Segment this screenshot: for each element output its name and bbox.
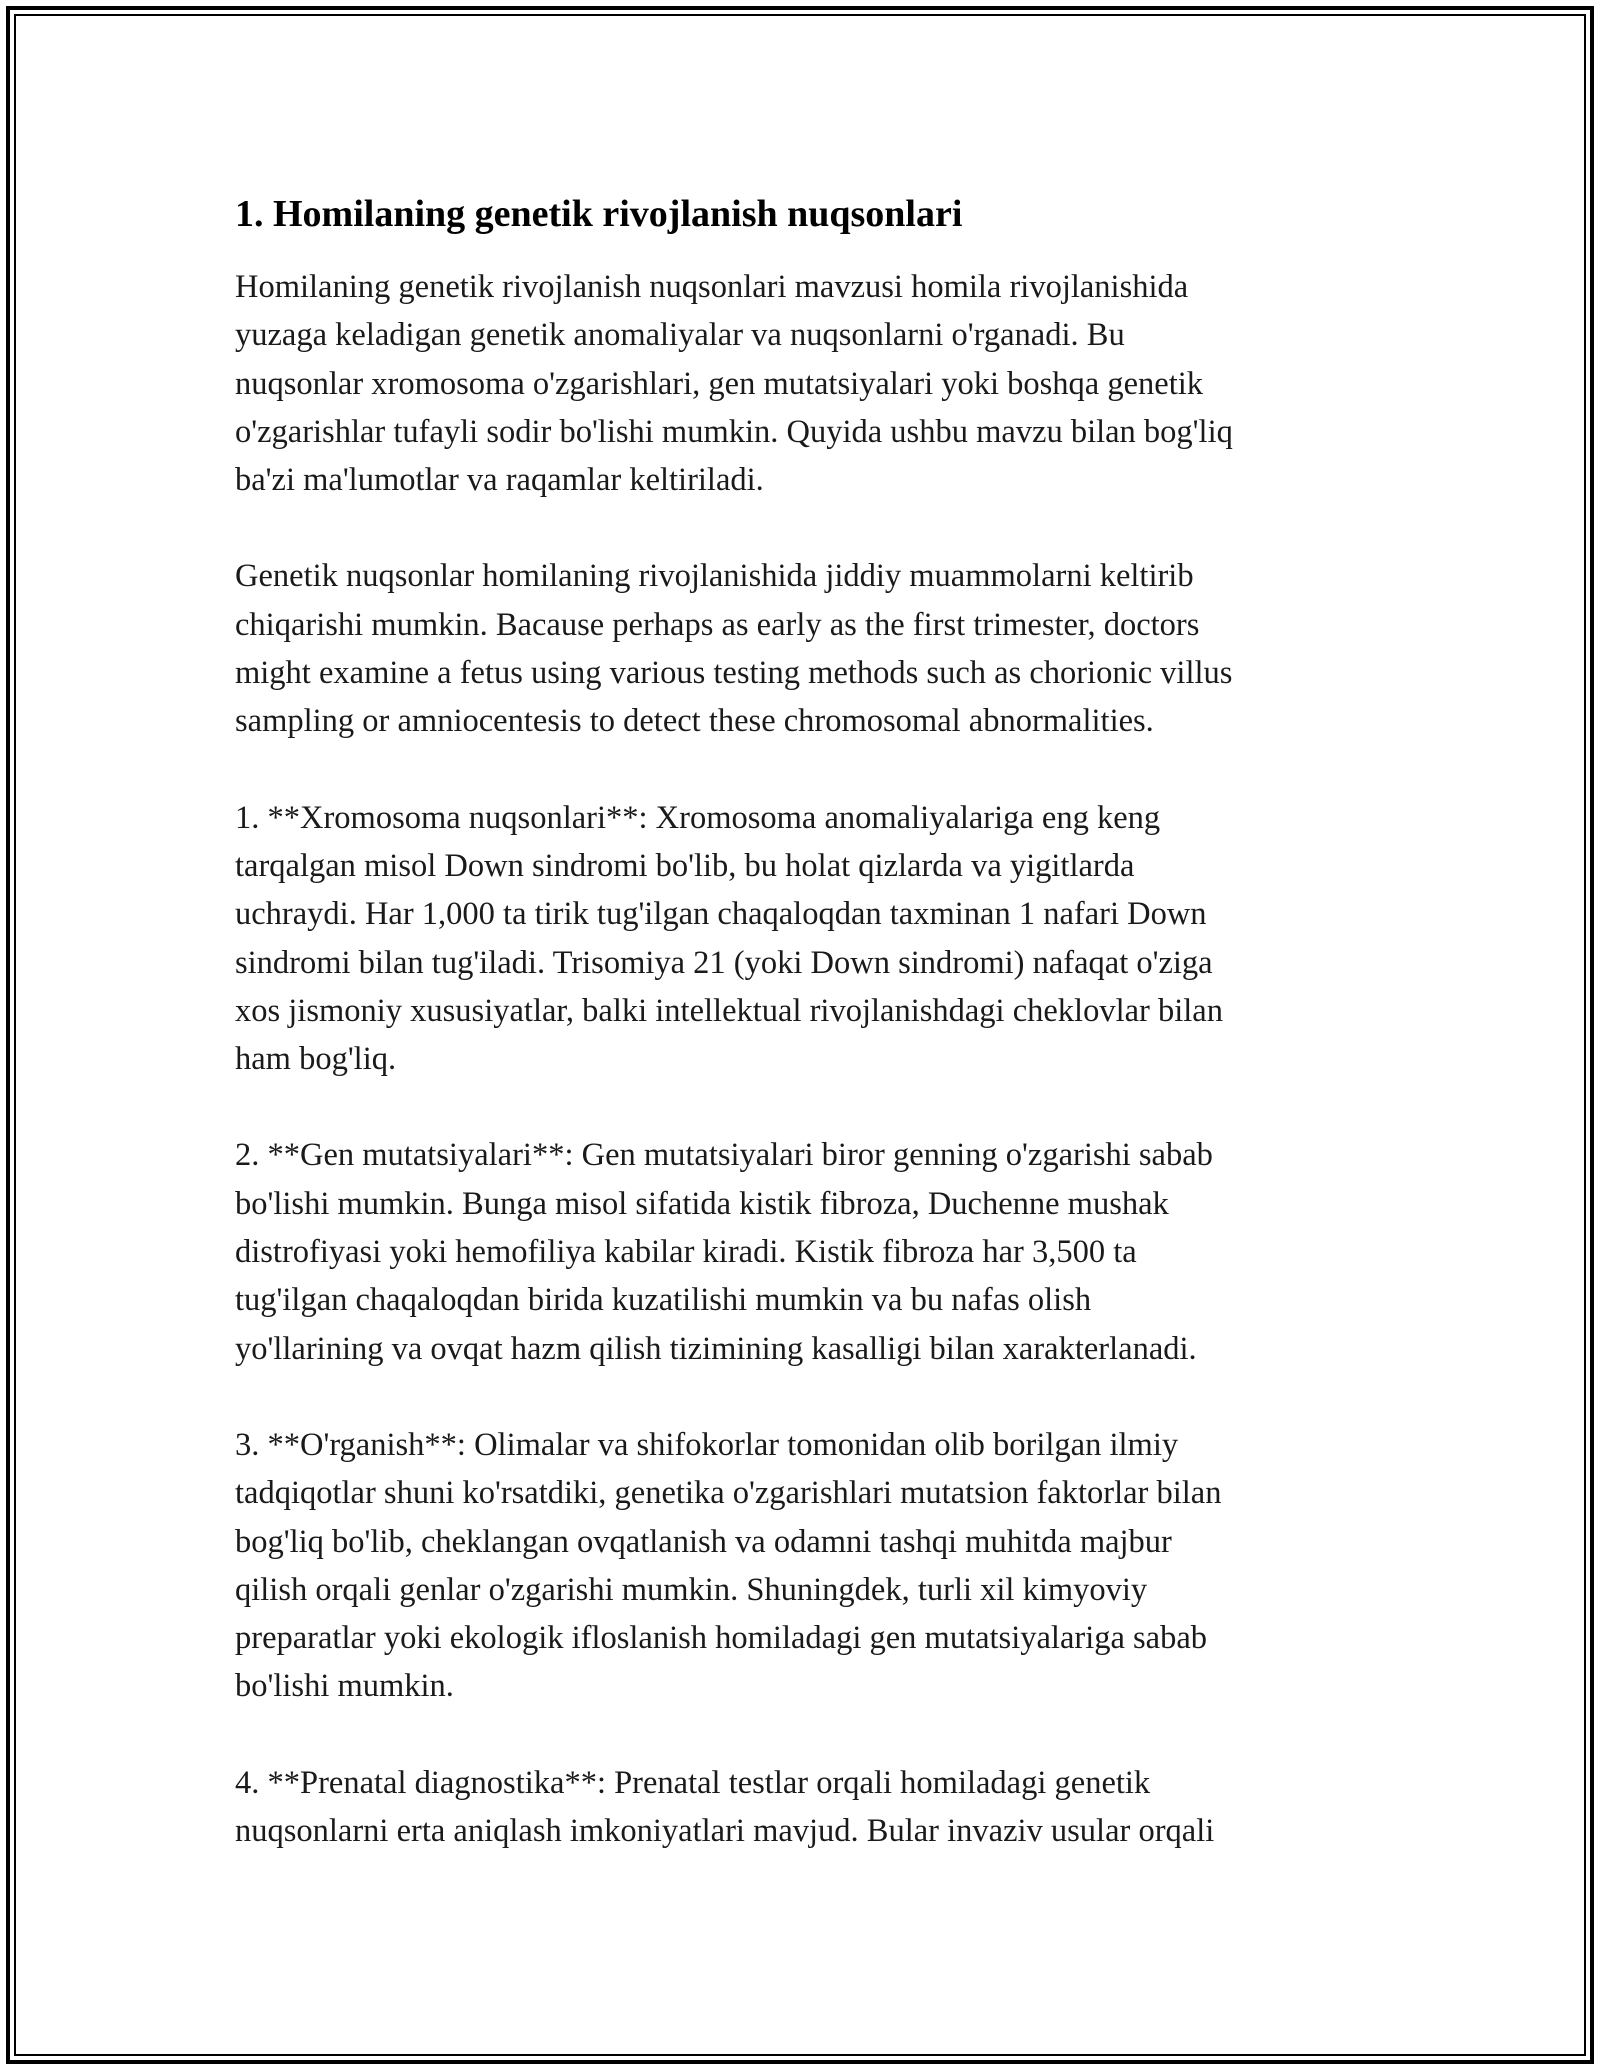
document-page: [235, 185, 1375, 1903]
genetic-defects-paragraph: Genetik nuqsonlar homilaning rivojlanishida jiddiy muammolarni keltirib chiqarishi mumkin. Bacause perhaps as early as the first trimester, doctors might examine a fetus using various testing methods such as chorionic villus sampling or amniocentesis to detect these chromosomal abnormalities.: [235, 558, 1233, 740]
section-title: 1. Homilaning genetik rivojlanish nuqsonlari: [235, 193, 963, 235]
intro-paragraph: Homilaning genetik rivojlanish nuqsonlari mavzusi homila rivojlanishida yuzaga keladigan genetik anomaliyalar va nuqsonlarni o'rganadi. Bu nuqsonlar xromosoma o'zgarishlari, gen mutatsiyalari yoki boshqa genetik o'zgarishlar tufayli sodir bo'lishi mumkin. Quyida ushbu mavzu bilan bog'liq ba'zi ma'lumotlar va raqamlar keltiriladi.: [235, 269, 1233, 499]
list-item-prenatal-diagnostics: 4. **Prenatal diagnostika**: Prenatal testlar orqali homiladagi genetik nuqsonlarni erta aniqlash imkoniyatlari mavjud. Bular invaziv usular orqali: [235, 1764, 1215, 1850]
list-item-research: 3. **O'rganish**: Olimalar va shifokorlar tomonidan olib borilgan ilmiy tadqiqotlar shuni ko'rsatdiki, genetika o'zgarishlari mutatsion faktorlar bilan bog'liq bo'lib, cheklangan ovqatlanish va odamni tashqi muhitda majbur qilish orqali genlar o'zgarishi mumkin. Shuningdek, turli xil kimyoviy preparatlar yoki ekologik ifloslanish homiladagi gen mutatsiyalariga sabab bo'lishi mumkin.: [235, 1426, 1222, 1705]
list-item-gene-mutations: 2. **Gen mutatsiyalari**: Gen mutatsiyalari biror genning o'zgarishi sabab bo'lishi mumkin. Bunga misol sifatida kistik fibroza, Duchenne mushak distrofiyasi yoki hemofiliya kabilar kiradi. Kistik fibroza har 3,500 ta tug'ilgan chaqaloqdan birida kuzatilishi mumkin va bu nafas olish yo'llarining va ovqat hazm qilish tizimining kasalligi bilan xarakterlanadi.: [235, 1137, 1213, 1367]
list-item-chromosome-defects: 1. **Xromosoma nuqsonlari**: Xromosoma anomaliyalariga eng keng tarqalgan misol Down sindromi bo'lib, bu holat qizlarda va yigitlarda uchraydi. Har 1,000 ta tirik tug'ilgan chaqaloqdan taxminan 1 nafari Down sindromi bilan tug'iladi. Trisomiya 21 (yoki Down sindromi) nafaqat o'ziga xos jismoniy xususiyatlar, balki intellektual rivojlanishdagi cheklovlar bilan ham bog'liq.: [235, 799, 1223, 1078]
